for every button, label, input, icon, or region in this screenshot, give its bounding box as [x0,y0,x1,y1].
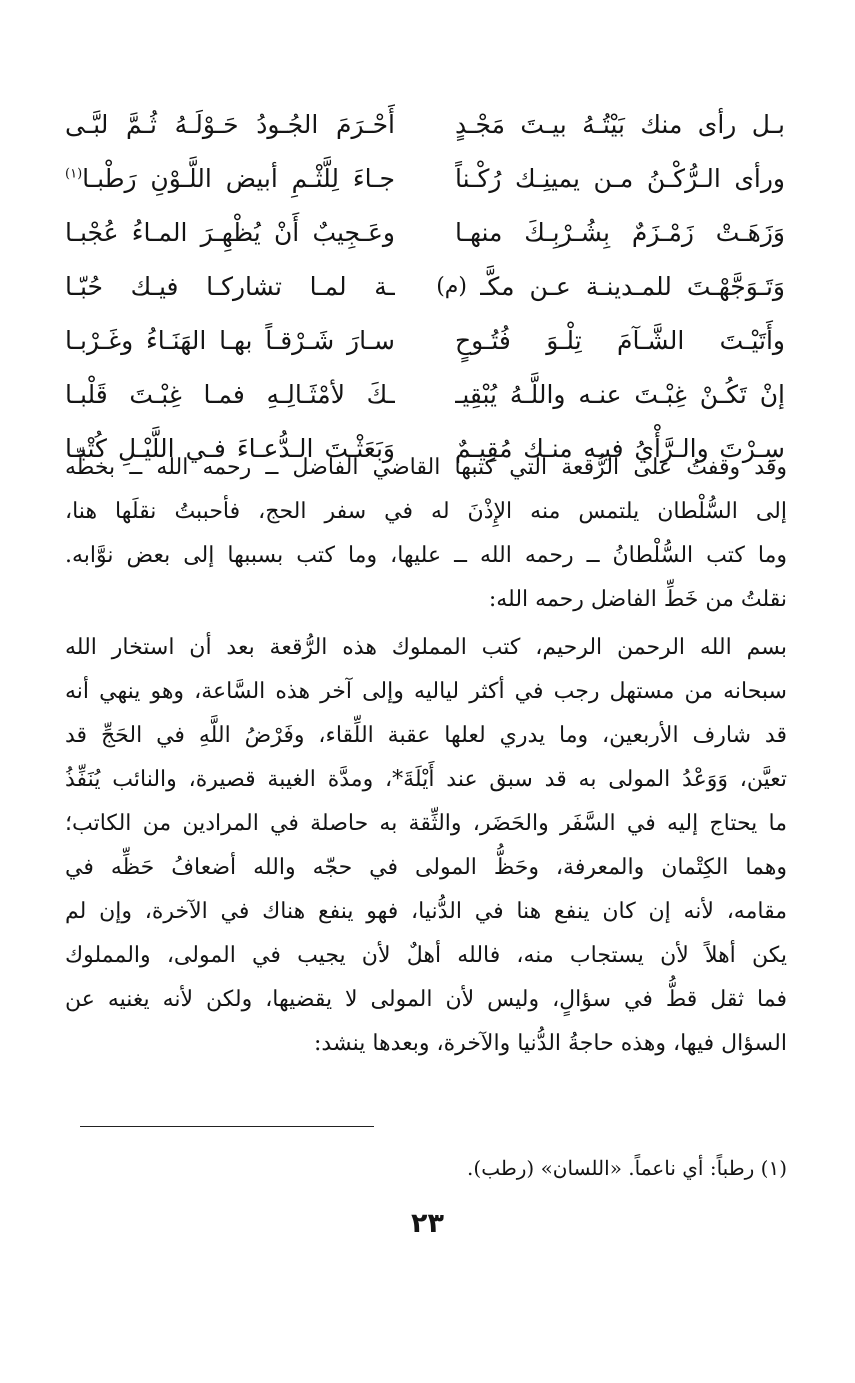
verse-first-hemistich: إنْ تَكُـنْ غِبْـتَ عنـه واللَّـهُ يُبْقِيـ [455,380,785,409]
poem-verse [65,368,785,422]
verse-second-hemistich: سـارَ شَـرْقـاً بهـا الهَنَـاءُ وغَـرْبـا [65,326,395,355]
verse-first-hemistich: سِـرْتَ والـرَّأْيُ فيـه منـك مُقِيـمٌ [455,434,785,463]
prose-line: سبحانه من مستهل رجب في أكثر لياليه وإلى آخر هذه السَّاعة، وهو ينهي أنه [65,679,787,704]
verse-first-hemistich: وَزَهَـتْ زَمْـزَمٌ بِشُـرْبِـكَ منهـا [455,218,785,247]
prose-line: ما يحتاج إليه في السَّفَر والحَضَر، والثِّقة به حاصلة في المرادين من الكاتب؛ [65,811,787,836]
prose-line: قد شارف الأربعين، وما يدري لعلها عقبة اللِّقاء، وفَرْضُ اللَّهِ في الحَجِّ قد [65,723,787,748]
prose-line: فما ثقل قطُّ في سؤالٍ، وليس لأن المولى لا يقضيها، ولكن لأنه يغنيه عن [65,987,787,1012]
prose-line: إلى السُّلْطان يلتمس منه الإِذْنَ له في سفر الحج، فأحببتُ نقلَها هنا، [65,499,787,524]
footnote: (١) رطباً: أي ناعماً. «اللسان» (رطب). [467,1156,787,1180]
verse-second-hemistich [65,152,395,206]
verse-second-hemistich: ـة لمـا تشاركـا فيـك حُبّـا [65,272,395,301]
verse-marker: (م) [436,274,467,299]
poem-verse [65,260,785,314]
prose-line: السؤال فيها، وهذه حاجةُ الدُّنيا والآخرة، وبعدها ينشد: [314,1031,787,1056]
intro-paragraph [65,446,787,622]
prose-line: وقد وقفتُ على الرُّقعة التي كتبها القاضي الفاضل ــ رحمه الله ــ بخطِّه [65,455,787,480]
footnote-divider [80,1126,374,1127]
verse-first-hemistich: ورأى الـرُّكْـنُ مـن يمينِـك رُكْـناً [455,164,785,193]
verse-second-hemistich: أَحْـرَمَ الجُـودُ حَـوْلَـهُ ثُـمَّ لبَّـى [65,110,395,139]
prose-line: يكن أهلاً لأن يستجاب منه، فالله أهلٌ لأن يجيب في المولى، والمملوك [65,943,787,968]
poem-verse [65,98,785,152]
prose-line: تعيَّن، وَوَعْدُ المولى به قد سبق عند أَيْلَةَ*، ومدَّة الغيبة قصيرة، والنائب يُنَفِّذُ [65,767,787,792]
verse-second-hemistich-text: جـاءَ لِلَّثْـمِ أبيض اللَّـوْنِ رَطْبـا [82,164,395,193]
verse-first-hemistich: بـل رأى منك بَيْتُـهُ بيـتَ مَجْـدٍ [455,110,785,139]
page-number: ٢٣ [411,1208,444,1239]
verse-second-hemistich: وعَـجِيبٌ أَنْ يُظْهِـرَ المـاءُ عُجْبـا [65,218,395,247]
footnote-reference: (١) [65,166,83,182]
letter-paragraph [65,626,787,1066]
prose-line: نقلتُ من خَطِّ الفاضل رحمه الله: [488,587,787,612]
verse-first-hemistich: وَتَـوَجَّهْـتَ للمـدينـة عـن مكَّـ [480,272,785,301]
prose-line: وما كتب السُّلْطانُ ــ رحمه الله ــ عليها، وما كتب بسببها إلى بعض نوَّابه. [65,543,787,568]
poem-verse [65,152,785,206]
poem-verse [65,206,785,260]
poem-verse [65,314,785,368]
prose-line: مقامه، لأنه إن كان ينفع هنا في الدُّنيا، فهو ينفع هناك في الآخرة، وإن لم [65,899,787,924]
verse-second-hemistich: ـكَ لأمْثَـالِـهِ فمـا غِبْـتَ قَلْبـا [65,380,395,409]
verse-first-hemistich: وأَتَيْـتَ الشَّـآمَ تِلْـوَ فُتُـوحٍ [455,326,785,355]
verse-second-hemistich: وَبَعَثْـتَ الـدُّعـاءَ فـي اللَّيْـلِ كُتْبـا [65,434,395,463]
prose-line: وهما الكِتْمان والمعرفة، وحَظُّ المولى في حجّه والله أضعافُ حَظِّه في [65,855,787,880]
prose-line: بسم الله الرحمن الرحيم، كتب المملوك هذه الرُّقعة بعد أن استخار الله [65,635,787,660]
